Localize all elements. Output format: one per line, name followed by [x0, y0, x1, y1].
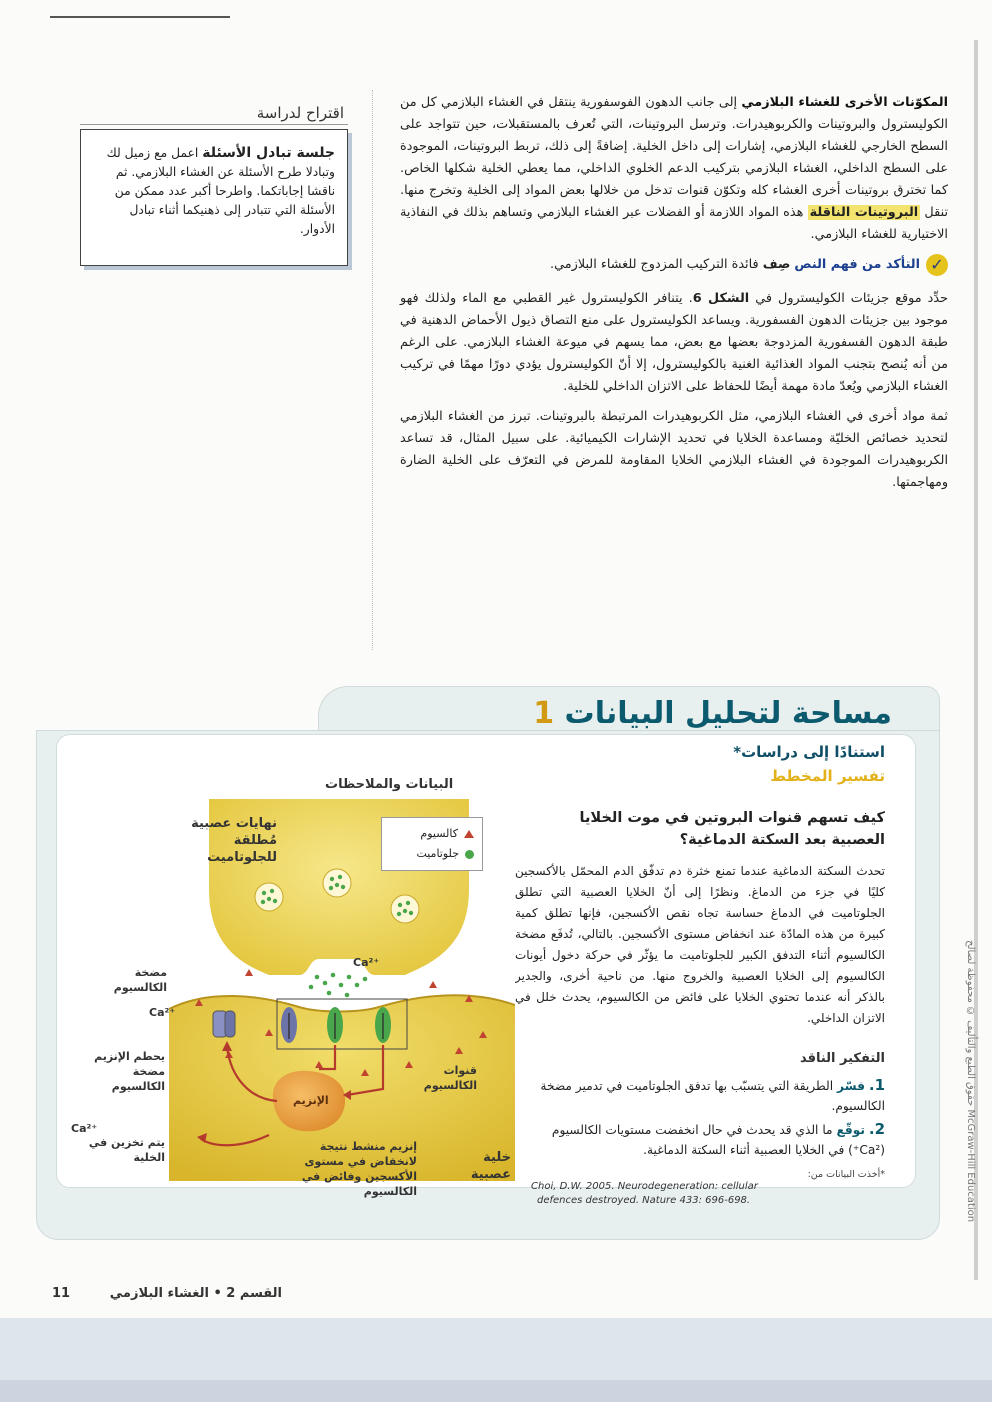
label-nerve-cell: خلية عصبية: [470, 1150, 511, 1182]
top-rule: [50, 16, 230, 18]
legend-glutamate: [390, 844, 474, 864]
page-footer: [52, 1286, 282, 1301]
interpret-heading: تفسير المخطط: [770, 767, 885, 785]
question-verb: فسّر: [837, 1079, 865, 1093]
copyright-credit: McGraw-Hill Education حقوق الطبع والتأليف © محفوظة لصالح: [965, 940, 976, 1223]
data-analysis-lab: [36, 686, 940, 1240]
label-calcium-channels: قنوات الكالسيوم: [423, 1064, 477, 1092]
lab-inner-panel: [56, 734, 916, 1206]
sidebar-heading: اقتراح لدراسة: [80, 104, 348, 125]
lab-title-number: 1: [533, 696, 555, 731]
figure-reference: الشكل 6: [692, 291, 750, 306]
reading-check-text: فائدة التركيب المزدوج للغشاء البلازمي.: [550, 257, 763, 272]
question-text: ما الذي قد يحدث في حال انخفضت مستويات الكالسيوم (Ca²⁺) في الخلايا العصبية أثناء السكتة الدماغية.: [551, 1123, 885, 1157]
reading-check: [400, 254, 948, 276]
reading-check-verb: صِف: [762, 257, 791, 272]
label-ca-pump: Ca²⁺: [149, 1006, 176, 1019]
calcium-triangle-icon: [464, 830, 474, 838]
label-activated-enzyme: إنزيم منشط نتيجة لانخفاض في مستوى الأكسجين وفائض في الكالسيوم: [301, 1140, 417, 1198]
lab-title: [533, 696, 892, 731]
sidebar-box-title: جلسة تبادل الأسئلة: [202, 145, 335, 161]
paragraph-lead: المكوّنات الأخرى للغشاء البلازمي: [741, 95, 949, 110]
label-enzyme: الإنزيم: [293, 1094, 329, 1107]
critical-question-1: [515, 1075, 885, 1116]
question-number: 2.: [868, 1120, 885, 1138]
label-nerve-terminals: نهايات عصبية مُطلقة للجلوتاميت: [191, 816, 277, 865]
paragraph-text: هذه المواد اللازمة أو الفضلات عبر الغشاء البلازمي وتساهم بذلك في النفاذية الاختيارية للغشاء البلازمي.: [400, 205, 948, 242]
legend-calcium: [390, 824, 474, 844]
bottom-band-dark: [0, 1380, 992, 1402]
legend: [381, 817, 483, 871]
paragraph-text: . يتنافر الكوليسترول غير القطبي مع الماء ولذلك فهو موجود بين جزيئات الدهون الفسفورية. ويساعد الكوليسترول على منع التصاق ذيول الأحماض الدهنية في طبقة الدهون الفسفورية المزدوجة بعضها مع بعض، مما يسهم في ميوعة الغشاء البلازمي. على الرغم من أنه يُنصح بتجنب المواد الغذائية الغنية بالكوليسترول، إلا أنّ الكوليسترول يؤدي دورًا مهمًا في تركيب الغشاء البلازمي ويُعدّ مادة مهمة أيضًا للحفاظ على الاتزان الداخلي للخلية.: [400, 291, 948, 394]
sidebar-box-text: اعمل مع زميل لك وتبادلا طرح الأسئلة عن الغشاء البلازمي. ثم ناقشا إجاباتكما. واطرحا أكبر عدد ممكن من الأسئلة التي تتبادر إلى ذهنيكما أثناء تبادل الأدوار.: [106, 146, 335, 236]
lab-question-body: تحدث السكتة الدماغية عندما تمنع خثرة دم تدفّق الدم المحمّل بالأكسجين كليًا في جزء من الدماغ. ونظرًا إلى أنّ الخلايا العصبية التي تطلق الجلوتاميت في الدماغ حساسة تجاه نقص الأكسجين، فإنها تطلق كمية كبيرة من هذه المادّة عند انخفاض مستوى الأكسجين. بالتالي، تُدفَع مضخة الكالسيوم أثناء التدفق الكبير للجلوتاميت ما يؤثّر في حركة دخول أيونات الكالسيوم إلى الخلايا العصبية والخروج منها. من ناحية أخرى، والجدير بالذكر أنه عندما تحتوي الخلايا على فائض من الكالسيوم، يحدث خلل في الاتزان الداخلي.: [515, 864, 885, 1025]
label-calcium-pump: مضخة الكالسيوم: [113, 966, 167, 994]
source-citation-line1: Choi, D.W. 2005. Neurodegeneration: cellular: [531, 1181, 758, 1192]
source-label: *أخذت البيانات من:: [807, 1169, 885, 1180]
paragraph-carbohydrates: ثمة مواد أخرى في الغشاء البلازمي، مثل الكربوهيدرات المرتبطة بالبروتينات. تبرز من الغشاء البلازمي لتحديد خصائص الخليّة ومساعدة الخلايا في تحديد الإشارات الكيميائية. على سبيل المثال، قد تساعد الكربوهيدرات الموجودة في الغشاء البلازمي الخلايا المقاومة للمرض في التعرّف على الخلية الضارة ومهاجمتها.: [400, 409, 948, 490]
label-stored-in-cell: يتم تخزين في الخلية: [88, 1136, 165, 1164]
synapse-diagram: [71, 799, 515, 1198]
based-on-heading: استنادًا إلى دراسات*: [733, 743, 885, 761]
column-divider: [372, 90, 373, 650]
calcium-pump: [213, 1011, 235, 1037]
footer-section: القسم 2 • الغشاء البلازمي: [109, 1286, 282, 1301]
checkmark-icon: ✓: [926, 254, 948, 276]
question-number: 1.: [868, 1076, 885, 1094]
critical-thinking-heading: التفكير الناقد: [799, 1051, 885, 1066]
label-enzyme-destroys-pump: يحطم الإنزيم مضخة الكالسيوم: [94, 1050, 165, 1093]
glutamate-release: [309, 973, 368, 998]
label-ca-center: Ca²⁺: [353, 956, 380, 969]
keyword-transport-proteins: البروتينات الناقلة: [809, 205, 919, 220]
reading-check-title: التأكد من فهم النص: [794, 257, 920, 272]
source-citation-line2: defences destroyed. Nature 433: 696-698.: [537, 1195, 751, 1206]
paragraph-text: إلى جانب الدهون الفوسفورية ينتقل في الغشاء البلازمي كل من الكوليسترول والبروتينات والكربوهيدرات. وترسل البروتينات، التي تُعرف بالمستقبلات، حين تتواجد على السطح الخارجي للغشاء البلازمي، إشارات إلى داخل الخلية. إضافةً إلى ذلك، تربط البروتينات، الموجودة على السطح الداخلي، الغشاء البلازمي بتركيب الدعم الخلوي الداخلي، مما يعطي الخلية شكلها الخاص. كما تخترق بروتينات أخرى الغشاء كله وتكوّن قنوات تدخل من خلالها بعض المواد إلى الخلية وتخرج منها. تنقل: [400, 95, 949, 220]
study-tip-sidebar: [80, 104, 348, 266]
sidebar-box: [80, 129, 348, 266]
paragraph-text: حدِّد موقع جزيئات الكوليسترول في: [749, 291, 948, 306]
lab-title-text: مساحة لتحليل البيانات: [564, 696, 892, 731]
question-text: الطريقة التي يتسبّب بها تدفق الجلوتاميت في تدمير مضخة الكالسيوم.: [540, 1079, 885, 1113]
observations-heading: البيانات والملاحظات: [325, 777, 454, 792]
glutamate-dot-icon: [465, 850, 474, 859]
question-verb: توقّع: [836, 1123, 865, 1137]
main-text-column: [400, 92, 948, 502]
page-number: 11: [52, 1286, 71, 1301]
legend-label: جلوتاميت: [416, 847, 459, 860]
paragraph-components: [400, 92, 948, 246]
label-ca-store: Ca²⁺: [71, 1122, 98, 1135]
legend-label: كالسيوم: [420, 827, 458, 840]
lab-question-title: كيف تسهم قنوات البروتين في موت الخلايا العصبية بعد السكتة الدماغية؟: [579, 810, 885, 848]
critical-question-2: [515, 1119, 885, 1160]
paragraph-cholesterol: [400, 288, 948, 398]
